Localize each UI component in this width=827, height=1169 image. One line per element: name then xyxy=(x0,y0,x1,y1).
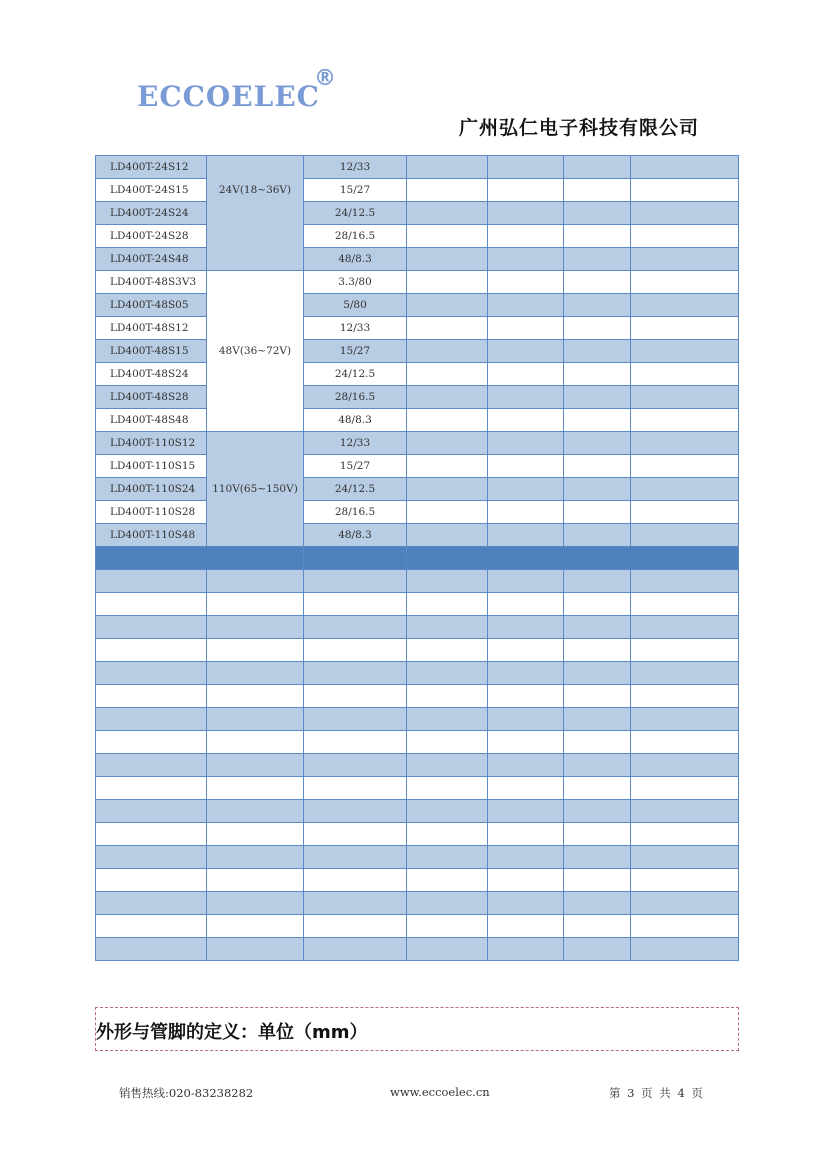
empty-cell xyxy=(407,455,488,478)
empty-cell xyxy=(96,800,207,823)
empty-cell xyxy=(564,846,631,869)
empty-table-row xyxy=(96,823,739,846)
output-cell: 24/12.5 xyxy=(304,478,407,501)
empty-cell xyxy=(631,938,739,961)
empty-cell xyxy=(564,294,631,317)
empty-cell xyxy=(407,616,488,639)
empty-cell xyxy=(96,616,207,639)
empty-cell xyxy=(407,938,488,961)
empty-cell xyxy=(407,386,488,409)
empty-cell xyxy=(96,754,207,777)
empty-cell xyxy=(488,179,564,202)
output-cell: 12/33 xyxy=(304,317,407,340)
model-cell: LD400T-48S05 xyxy=(96,294,207,317)
model-cell: LD400T-110S48 xyxy=(96,524,207,547)
empty-cell xyxy=(304,846,407,869)
empty-cell xyxy=(407,777,488,800)
empty-cell xyxy=(304,616,407,639)
empty-cell xyxy=(564,869,631,892)
model-cell: LD400T-48S28 xyxy=(96,386,207,409)
empty-table-row xyxy=(96,731,739,754)
empty-cell xyxy=(488,363,564,386)
empty-cell xyxy=(564,938,631,961)
empty-cell xyxy=(304,915,407,938)
table-row xyxy=(96,340,739,363)
empty-cell xyxy=(407,754,488,777)
empty-cell xyxy=(564,363,631,386)
empty-cell xyxy=(96,846,207,869)
empty-cell xyxy=(564,432,631,455)
empty-cell xyxy=(564,501,631,524)
empty-cell xyxy=(631,340,739,363)
empty-cell xyxy=(488,869,564,892)
model-cell: LD400T-48S15 xyxy=(96,340,207,363)
table-row xyxy=(96,271,739,294)
empty-cell xyxy=(304,800,407,823)
empty-cell xyxy=(631,386,739,409)
empty-cell xyxy=(207,938,304,961)
table-row xyxy=(96,363,739,386)
empty-cell xyxy=(564,616,631,639)
empty-cell xyxy=(96,731,207,754)
empty-cell xyxy=(407,317,488,340)
empty-cell xyxy=(207,915,304,938)
output-cell: 12/33 xyxy=(304,432,407,455)
empty-cell xyxy=(488,478,564,501)
empty-cell xyxy=(631,708,739,731)
empty-cell xyxy=(304,777,407,800)
empty-cell xyxy=(304,570,407,593)
empty-cell xyxy=(407,363,488,386)
empty-cell xyxy=(304,823,407,846)
empty-cell xyxy=(488,294,564,317)
empty-cell xyxy=(207,892,304,915)
empty-cell xyxy=(631,409,739,432)
table-row xyxy=(96,432,739,455)
spec-table-body xyxy=(96,156,739,961)
empty-cell xyxy=(304,708,407,731)
empty-cell xyxy=(407,593,488,616)
output-cell: 5/80 xyxy=(304,294,407,317)
output-cell: 28/16.5 xyxy=(304,501,407,524)
empty-cell xyxy=(407,432,488,455)
table-row xyxy=(96,455,739,478)
empty-cell xyxy=(631,616,739,639)
empty-cell xyxy=(304,938,407,961)
empty-cell xyxy=(407,478,488,501)
empty-cell xyxy=(631,846,739,869)
table-row xyxy=(96,386,739,409)
empty-cell xyxy=(564,156,631,179)
empty-cell xyxy=(407,823,488,846)
empty-cell xyxy=(407,225,488,248)
section-title: 外形与管脚的定义：单位（mm） xyxy=(96,1022,368,1043)
empty-cell xyxy=(407,501,488,524)
empty-cell xyxy=(488,915,564,938)
empty-cell xyxy=(488,501,564,524)
empty-cell xyxy=(407,202,488,225)
empty-cell xyxy=(488,340,564,363)
section-band-row xyxy=(96,547,739,570)
empty-cell xyxy=(564,225,631,248)
empty-cell xyxy=(631,869,739,892)
empty-cell xyxy=(488,662,564,685)
band-cell xyxy=(407,547,739,570)
empty-cell xyxy=(407,731,488,754)
output-cell: 48/8.3 xyxy=(304,248,407,271)
empty-cell xyxy=(304,892,407,915)
empty-cell xyxy=(304,685,407,708)
input-voltage-cell: 110V(65~150V) xyxy=(207,432,304,547)
empty-table-row xyxy=(96,754,739,777)
model-cell: LD400T-110S15 xyxy=(96,455,207,478)
empty-cell xyxy=(407,846,488,869)
empty-cell xyxy=(564,685,631,708)
output-cell: 12/33 xyxy=(304,156,407,179)
model-cell: LD400T-24S24 xyxy=(96,202,207,225)
model-cell: LD400T-110S28 xyxy=(96,501,207,524)
empty-cell xyxy=(488,386,564,409)
empty-cell xyxy=(631,501,739,524)
output-cell: 15/27 xyxy=(304,179,407,202)
model-cell: LD400T-110S24 xyxy=(96,478,207,501)
table-row xyxy=(96,294,739,317)
empty-cell xyxy=(207,731,304,754)
empty-cell xyxy=(407,570,488,593)
empty-cell xyxy=(488,432,564,455)
empty-table-row xyxy=(96,915,739,938)
empty-cell xyxy=(96,869,207,892)
empty-cell xyxy=(488,616,564,639)
empty-cell xyxy=(488,639,564,662)
empty-cell xyxy=(407,340,488,363)
table-row xyxy=(96,202,739,225)
model-cell: LD400T-48S12 xyxy=(96,317,207,340)
empty-cell xyxy=(304,754,407,777)
empty-cell xyxy=(96,662,207,685)
empty-table-row xyxy=(96,616,739,639)
empty-cell xyxy=(207,754,304,777)
empty-cell xyxy=(488,524,564,547)
empty-cell xyxy=(631,432,739,455)
empty-cell xyxy=(207,685,304,708)
model-cell: LD400T-48S48 xyxy=(96,409,207,432)
empty-cell xyxy=(631,317,739,340)
empty-cell xyxy=(207,570,304,593)
model-cell: LD400T-24S48 xyxy=(96,248,207,271)
output-cell: 24/12.5 xyxy=(304,202,407,225)
empty-cell xyxy=(304,662,407,685)
empty-cell xyxy=(407,271,488,294)
website-link[interactable]: www.eccoelec.cn xyxy=(390,1085,490,1099)
empty-table-row xyxy=(96,892,739,915)
output-cell: 28/16.5 xyxy=(304,386,407,409)
empty-cell xyxy=(488,938,564,961)
empty-table-row xyxy=(96,639,739,662)
empty-cell xyxy=(488,846,564,869)
empty-cell xyxy=(488,271,564,294)
empty-cell xyxy=(207,846,304,869)
output-cell: 15/27 xyxy=(304,455,407,478)
table-row xyxy=(96,225,739,248)
empty-cell xyxy=(631,570,739,593)
empty-cell xyxy=(564,409,631,432)
empty-cell xyxy=(207,639,304,662)
empty-cell xyxy=(407,915,488,938)
empty-table-row xyxy=(96,685,739,708)
empty-cell xyxy=(488,455,564,478)
empty-cell xyxy=(564,892,631,915)
empty-cell xyxy=(631,777,739,800)
empty-cell xyxy=(407,294,488,317)
empty-cell xyxy=(488,202,564,225)
empty-cell xyxy=(304,731,407,754)
empty-table-row xyxy=(96,800,739,823)
table-row xyxy=(96,478,739,501)
empty-cell xyxy=(631,202,739,225)
empty-table-row xyxy=(96,708,739,731)
empty-cell xyxy=(631,455,739,478)
empty-cell xyxy=(564,662,631,685)
empty-cell xyxy=(488,800,564,823)
empty-cell xyxy=(564,524,631,547)
empty-table-row xyxy=(96,869,739,892)
empty-cell xyxy=(564,915,631,938)
empty-cell xyxy=(631,271,739,294)
output-cell: 28/16.5 xyxy=(304,225,407,248)
empty-cell xyxy=(207,593,304,616)
empty-cell xyxy=(564,731,631,754)
empty-cell xyxy=(564,478,631,501)
model-cell: LD400T-24S12 xyxy=(96,156,207,179)
empty-cell xyxy=(207,777,304,800)
empty-cell xyxy=(407,179,488,202)
table-row xyxy=(96,156,739,179)
empty-cell xyxy=(207,616,304,639)
empty-table-row xyxy=(96,662,739,685)
empty-cell xyxy=(564,800,631,823)
empty-cell xyxy=(631,685,739,708)
input-voltage-cell: 24V(18~36V) xyxy=(207,156,304,271)
empty-cell xyxy=(488,248,564,271)
empty-table-row xyxy=(96,593,739,616)
empty-cell xyxy=(488,225,564,248)
table-row xyxy=(96,248,739,271)
empty-cell xyxy=(631,524,739,547)
empty-cell xyxy=(96,593,207,616)
output-cell: 24/12.5 xyxy=(304,363,407,386)
empty-table-row xyxy=(96,777,739,800)
table-row xyxy=(96,409,739,432)
spec-table xyxy=(95,155,739,961)
empty-cell xyxy=(488,777,564,800)
empty-cell xyxy=(564,340,631,363)
empty-cell xyxy=(488,708,564,731)
empty-cell xyxy=(631,892,739,915)
empty-cell xyxy=(304,639,407,662)
empty-cell xyxy=(488,409,564,432)
empty-table-row xyxy=(96,938,739,961)
empty-cell xyxy=(564,823,631,846)
empty-cell xyxy=(631,823,739,846)
empty-cell xyxy=(564,179,631,202)
empty-cell xyxy=(631,156,739,179)
empty-cell xyxy=(564,777,631,800)
model-cell: LD400T-48S3V3 xyxy=(96,271,207,294)
empty-cell xyxy=(564,570,631,593)
empty-cell xyxy=(96,938,207,961)
empty-table-row xyxy=(96,846,739,869)
empty-cell xyxy=(631,662,739,685)
empty-cell xyxy=(407,869,488,892)
model-cell: LD400T-110S12 xyxy=(96,432,207,455)
empty-cell xyxy=(631,800,739,823)
empty-cell xyxy=(488,823,564,846)
empty-cell xyxy=(407,409,488,432)
empty-cell xyxy=(488,570,564,593)
empty-cell xyxy=(96,777,207,800)
empty-cell xyxy=(96,708,207,731)
empty-cell xyxy=(631,225,739,248)
empty-cell xyxy=(488,685,564,708)
outline-section xyxy=(95,1007,739,1051)
table-row xyxy=(96,317,739,340)
empty-table-row xyxy=(96,570,739,593)
empty-cell xyxy=(488,892,564,915)
empty-cell xyxy=(488,593,564,616)
company-logo: ECCOELEC xyxy=(137,80,320,113)
empty-cell xyxy=(631,754,739,777)
empty-cell xyxy=(407,524,488,547)
empty-cell xyxy=(564,754,631,777)
model-cell: LD400T-48S24 xyxy=(96,363,207,386)
empty-cell xyxy=(488,731,564,754)
empty-cell xyxy=(564,639,631,662)
empty-cell xyxy=(631,915,739,938)
empty-cell xyxy=(407,800,488,823)
empty-cell xyxy=(96,915,207,938)
page-number: 第 3 页 共 4 页 xyxy=(609,1086,703,1100)
empty-cell xyxy=(631,248,739,271)
empty-cell xyxy=(564,202,631,225)
empty-cell xyxy=(407,892,488,915)
empty-cell xyxy=(631,478,739,501)
empty-cell xyxy=(488,156,564,179)
empty-cell xyxy=(564,317,631,340)
empty-cell xyxy=(631,179,739,202)
band-cell xyxy=(96,547,304,570)
empty-cell xyxy=(407,662,488,685)
empty-cell xyxy=(488,317,564,340)
empty-cell xyxy=(631,639,739,662)
empty-cell xyxy=(631,593,739,616)
empty-cell xyxy=(564,455,631,478)
empty-cell xyxy=(304,869,407,892)
empty-cell xyxy=(407,708,488,731)
output-cell: 3.3/80 xyxy=(304,271,407,294)
output-cell: 48/8.3 xyxy=(304,409,407,432)
empty-cell xyxy=(207,869,304,892)
empty-cell xyxy=(407,685,488,708)
table-row xyxy=(96,501,739,524)
sales-hotline: 销售热线:020-83238282 xyxy=(119,1086,254,1100)
empty-cell xyxy=(407,248,488,271)
empty-cell xyxy=(631,363,739,386)
empty-cell xyxy=(96,823,207,846)
model-cell: LD400T-24S28 xyxy=(96,225,207,248)
empty-cell xyxy=(631,294,739,317)
empty-cell xyxy=(564,593,631,616)
empty-cell xyxy=(207,708,304,731)
output-cell: 15/27 xyxy=(304,340,407,363)
company-name: 广州弘仁电子科技有限公司 xyxy=(458,117,699,139)
band-cell xyxy=(304,547,407,570)
empty-cell xyxy=(96,685,207,708)
input-voltage-cell: 48V(36~72V) xyxy=(207,271,304,432)
empty-cell xyxy=(631,731,739,754)
table-row xyxy=(96,524,739,547)
empty-cell xyxy=(407,639,488,662)
empty-cell xyxy=(96,639,207,662)
empty-cell xyxy=(207,823,304,846)
empty-cell xyxy=(207,662,304,685)
empty-cell xyxy=(564,386,631,409)
table-row xyxy=(96,179,739,202)
empty-cell xyxy=(564,248,631,271)
empty-cell xyxy=(207,800,304,823)
output-cell: 48/8.3 xyxy=(304,524,407,547)
empty-cell xyxy=(96,570,207,593)
empty-cell xyxy=(96,892,207,915)
model-cell: LD400T-24S15 xyxy=(96,179,207,202)
registered-mark: ® xyxy=(314,66,336,91)
empty-cell xyxy=(304,593,407,616)
empty-cell xyxy=(564,271,631,294)
empty-cell xyxy=(488,754,564,777)
empty-cell xyxy=(407,156,488,179)
empty-cell xyxy=(564,708,631,731)
